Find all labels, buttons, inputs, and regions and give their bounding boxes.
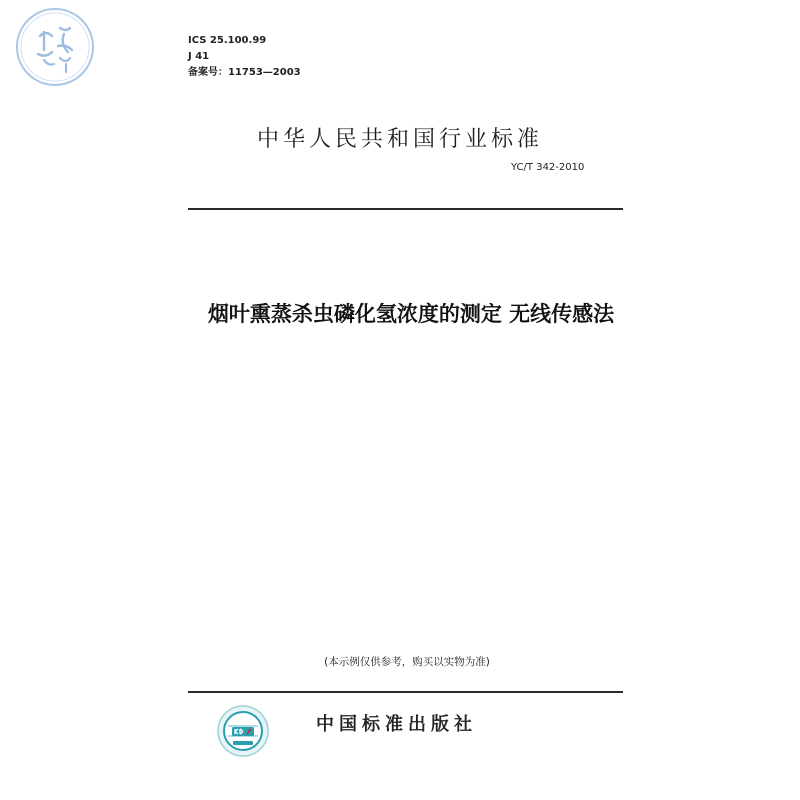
standard-number: YC/T 342-2010: [511, 162, 585, 173]
top-divider: [188, 208, 623, 210]
watermark-seal: [14, 6, 96, 88]
document-meta: [188, 33, 301, 81]
document-title: 烟叶熏蒸杀虫磷化氢浓度的测定 无线传感法: [207, 301, 615, 326]
category-code: J 41: [188, 51, 210, 62]
certification-badge-icon: [216, 704, 270, 758]
publisher-name: 中国标准出版社: [316, 714, 477, 735]
ics-code: ICS 25.100.99: [188, 35, 267, 46]
bottom-divider: [188, 691, 623, 693]
disclaimer-note: (本示例仅供参考，购买以实物为准): [324, 656, 490, 668]
standard-title: 中华人民共和国行业标准: [256, 127, 543, 152]
registration-number: 备案号：11753—2003: [188, 67, 301, 78]
